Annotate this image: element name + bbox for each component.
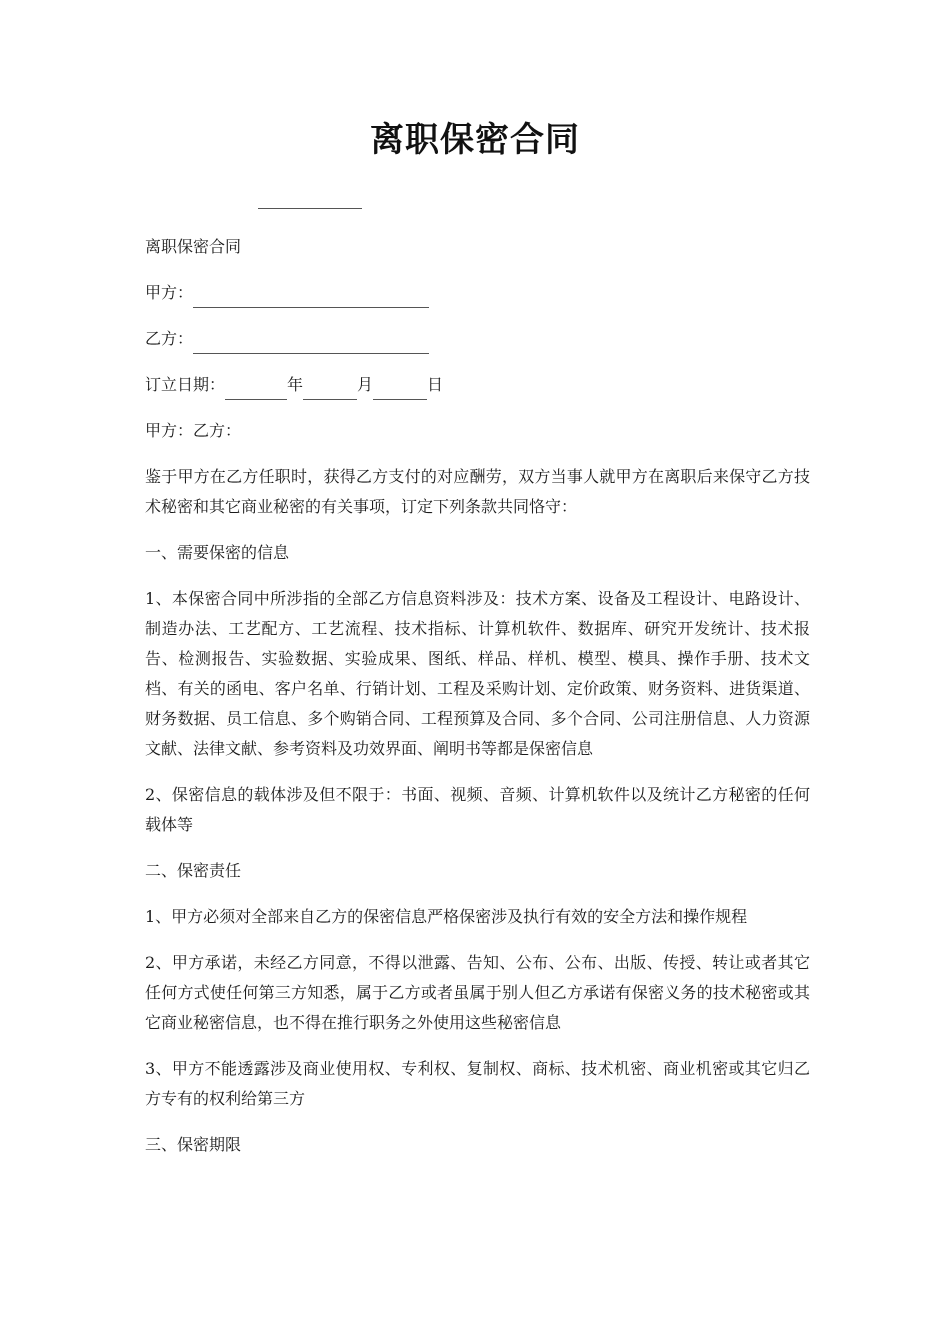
month-label: 月 <box>357 375 374 394</box>
parties-line: 甲方：乙方： <box>145 421 242 440</box>
section-2-item-2: 2、甲方承诺，未经乙方同意，不得以泄露、告知、公布、公布、出版、传授、转让或者其它任何方式使任何第三方知悉，属于乙方或者虽属于别人但乙方承诺有保密义务的技术秘密或其它商业秘密信息，也不得在推行职务之外使用这些秘密信息 <box>145 953 810 1032</box>
day-blank <box>373 377 427 400</box>
year-label: 年 <box>287 375 304 394</box>
preamble-paragraph: 鉴于甲方在乙方任职时，获得乙方支付的对应酬劳，双方当事人就甲方在离职后来保守乙方技术秘密和其它商业秘密的有关事项，订定下列条款共同恪守： <box>145 467 810 516</box>
section-1-item-1: 1、本保密合同中所涉指的全部乙方信息资料涉及：技术方案、设备及工程设计、电路设计、制造办法、工艺配方、工艺流程、技术指标、计算机软件、数据库、研究开发统计、技术报告、检测报告、实验数据、实验成果、图纸、样品、样机、模型、模具、操作手册、技术文档、有关的函电、客户名单、行销计划、工程及采购计划、定价政策、财务资料、进货渠道、财务数据、员工信息、多个购销合同、工程预算及合同、多个合同、公司注册信息、人力资源文献、法律文献、参考资料及功效界面、阐明书等都是保密信息 <box>145 589 810 758</box>
section-2-item-3: 3、甲方不能透露涉及商业使用权、专利权、复制权、商标、技术机密、商业机密或其它归乙方专有的权利给第三方 <box>145 1059 810 1108</box>
section-3-title: 三、保密期限 <box>145 1135 242 1154</box>
party-b-blank <box>193 331 429 354</box>
section-2-title: 二、保密责任 <box>145 861 242 880</box>
day-label: 日 <box>427 375 444 394</box>
section-2-item-1: 1、甲方必须对全部来自乙方的保密信息严格保密涉及执行有效的安全方法和操作规程 <box>145 907 748 926</box>
section-1-title: 一、需要保密的信息 <box>145 543 290 562</box>
party-b-label: 乙方： <box>145 329 194 348</box>
month-blank <box>303 377 357 400</box>
document-body <box>145 232 810 1176</box>
section-1-item-2: 2、保密信息的载体涉及但不限于：书面、视频、音频、计算机软件以及统计乙方秘密的任何载体等 <box>145 785 810 834</box>
party-a-label: 甲方： <box>145 283 194 302</box>
date-line <box>145 370 810 400</box>
date-label: 订立日期： <box>145 375 226 394</box>
contract-heading: 离职保密合同 <box>145 237 242 256</box>
party-b-line <box>145 324 810 354</box>
party-a-blank <box>193 285 429 308</box>
document-title: 离职保密合同 <box>370 120 580 160</box>
party-a-line <box>145 278 810 308</box>
year-blank <box>225 377 287 400</box>
title-underline <box>258 208 362 209</box>
